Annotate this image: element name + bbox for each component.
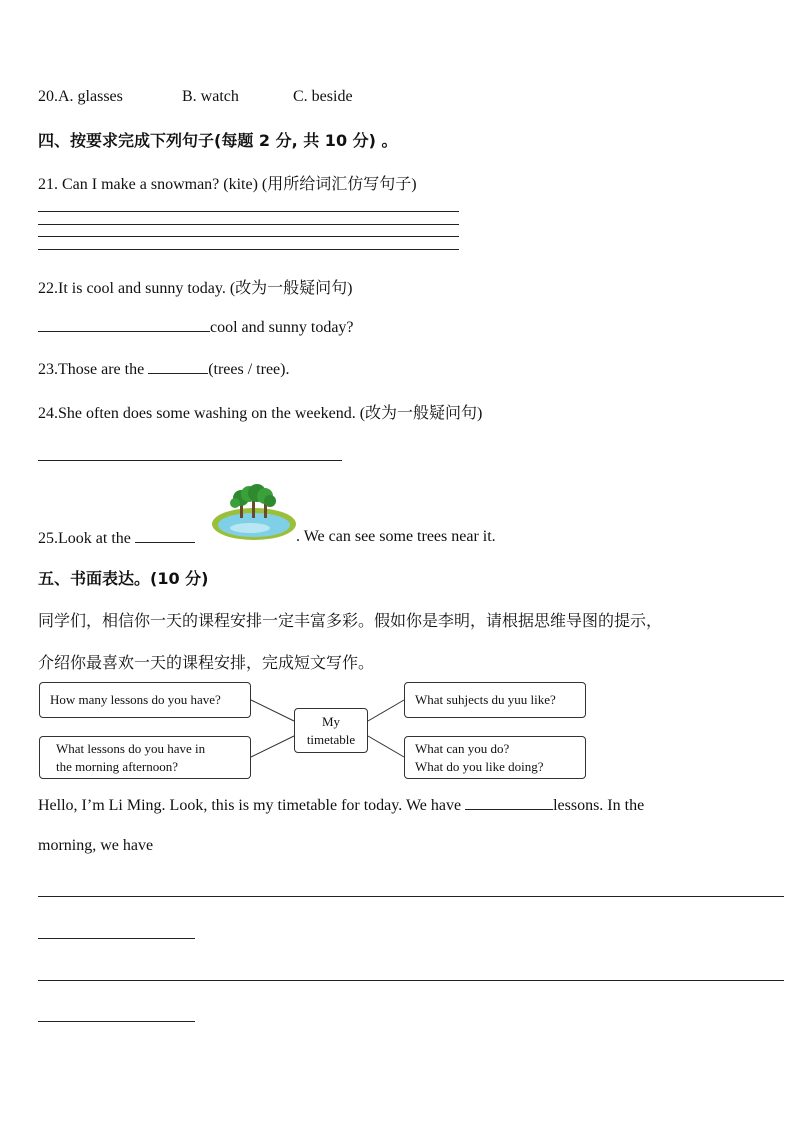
question-number: 21: [38, 176, 54, 193]
question-21-text: . Can I make a snowman? (kite) (用所给词汇仿写句子): [54, 176, 417, 193]
node-text: How many lessons do you have?: [50, 692, 221, 707]
question-22: 22.It is cool and sunny today. (改为一般疑问句): [38, 280, 353, 297]
option-a: A. glasses: [58, 88, 123, 105]
writing-line[interactable]: [38, 1021, 195, 1022]
node-text: What lessons do you have in: [56, 740, 206, 756]
answer-suffix: cool and sunny today?: [210, 319, 354, 336]
node-text: What suhjects du yuu like?: [415, 692, 556, 707]
question-number: 20.: [38, 88, 58, 105]
essay-prefix: Hello, I’m Li Ming. Look, this is my timetable for today. We have: [38, 797, 466, 814]
mindmap-node-top-right: [404, 682, 586, 718]
mindmap-center-node: [294, 708, 368, 753]
option-c: C. beside: [293, 88, 353, 105]
writing-line[interactable]: [38, 980, 784, 981]
section-4-heading: 四、按要求完成下列句子(每题 2 分, 共 10 分) 。: [38, 131, 398, 150]
question-23-prefix: 23.Those are the: [38, 361, 149, 378]
essay-suffix: lessons. In the: [553, 797, 645, 814]
section-5-intro-line2: 介绍你最喜欢一天的课程安排，完成短文写作。: [38, 653, 375, 672]
question-23-suffix: (trees / tree).: [208, 361, 290, 378]
node-text: the morning afternoon?: [56, 758, 179, 774]
question-24: 24.She often does some washing on the weekend. (改为一般疑问句): [38, 405, 483, 422]
center-text: My: [321, 713, 341, 729]
section-5-heading: 五、书面表达。(10 分): [38, 569, 209, 588]
mindmap-node-top-left: [39, 682, 251, 718]
node-text: What can you do?: [415, 740, 510, 756]
writing-line[interactable]: [38, 938, 195, 939]
essay-line-1: [38, 795, 644, 815]
question-25-suffix: . We can see some trees near it.: [296, 528, 496, 545]
writing-line[interactable]: [38, 896, 784, 897]
mindmap-node-bottom-left: [39, 736, 251, 779]
center-text: timetable: [306, 731, 356, 747]
question-25-prefix: 25.Look at the: [38, 530, 135, 547]
mindmap-node-bottom-right: [404, 736, 586, 779]
node-text: What do you like doing?: [415, 758, 544, 774]
option-b: B. watch: [182, 88, 239, 105]
section-5-intro-line1: 同学们，相信你一天的课程安排一定丰富多彩。假如你是李明，请根据思维导图的提示，: [38, 611, 663, 630]
answer-blank[interactable]: [465, 795, 553, 810]
essay-line-2: morning, we have: [38, 837, 154, 854]
